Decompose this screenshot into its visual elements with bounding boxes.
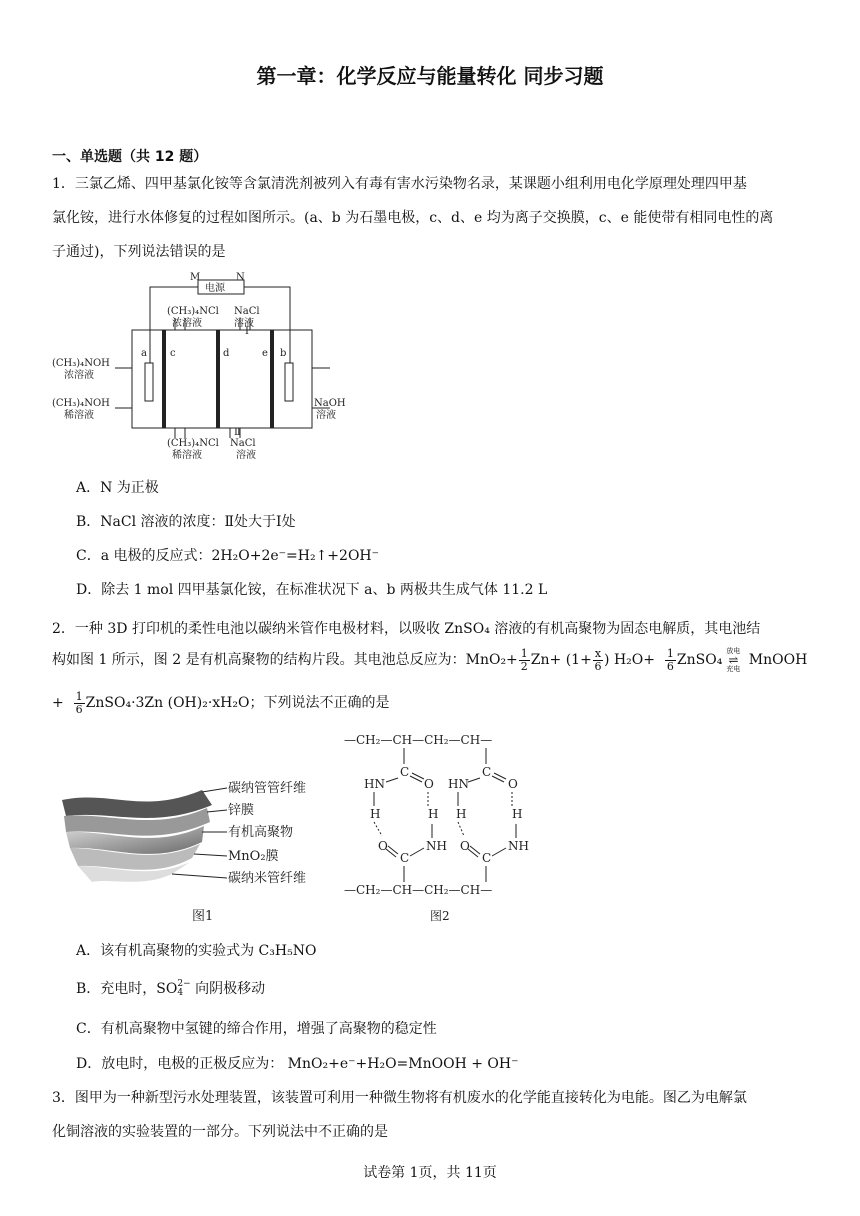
fig1-label-cnt-bottom: 碳纳米管纤维	[228, 871, 307, 886]
fig1-label-mno2: MnO₂膜	[228, 849, 279, 864]
q2-line2-text-d: ZnSO₄	[676, 652, 723, 668]
label-left-top-1: (CH₃)₄NOH	[52, 358, 110, 369]
q2-option-b-post: 向阴极移动	[190, 981, 266, 997]
fig2-caption: 图2	[430, 909, 450, 923]
q1-option-a[interactable]: A．N 为正极	[76, 480, 159, 496]
frac-sixth-2-num: 1	[75, 689, 83, 703]
equilibrium-arrow: 放电 ⇌ 充电	[726, 646, 741, 673]
label-left-bot-2: 稀溶液	[64, 410, 94, 421]
q2-option-b[interactable]	[76, 978, 265, 998]
label-top-right-1: NaCl	[234, 306, 260, 317]
svg-text:H: H	[512, 807, 523, 821]
q1-option-c[interactable]: C．a 电极的反应式：2H₂O+2e⁻=H₂↑+2OH⁻	[76, 548, 380, 564]
label-left-bot-1: (CH₃)₄NOH	[52, 398, 110, 409]
frac-sixth-2-den: 6	[75, 702, 83, 716]
label-bot-left-2: 稀溶液	[172, 450, 202, 461]
label-roman-2: Ⅱ	[234, 427, 241, 438]
label-M: M	[190, 272, 201, 283]
label-bot-right-1: NaCl	[230, 438, 256, 449]
sulfate-charge: 2− 4	[177, 979, 191, 998]
q1-stem	[52, 167, 812, 269]
q1-option-d[interactable]: D．除去 1 mol 四甲基氯化铵，在标准状况下 a、b 两极共生成气体 11.2 L	[76, 582, 548, 598]
label-e: e	[262, 348, 268, 359]
q3-line2: 化铜溶液的实验装置的一部分。下列说法中不正确的是	[52, 1124, 388, 1140]
label-top-right-2: 溶液	[234, 318, 254, 329]
svg-text:O: O	[424, 777, 434, 791]
svg-text:O: O	[378, 839, 388, 853]
q2-option-d[interactable]: D．放电时，电极的正极反应为： MnO₂+e⁻+H₂O=MnOOH + OH⁻	[76, 1056, 519, 1072]
frac-sixth-num: 1	[666, 646, 674, 660]
q1-line2: 氯化铵，进行水体修复的过程如图所示。(a、b 为石墨电极，c、d、e 均为离子交换膜，c、e 能使带有相同电性的离	[52, 210, 774, 226]
label-left-top-2: 浓溶液	[64, 370, 94, 381]
svg-text:HN: HN	[448, 777, 469, 791]
frac-x	[593, 648, 603, 673]
frac-sixth-den: 6	[666, 659, 674, 673]
page-footer: 试卷第 1页，共 11页	[363, 1165, 497, 1181]
label-right-2: 溶液	[316, 410, 336, 421]
section-heading: 一、单选题（共 12 题）	[52, 149, 208, 165]
q2-line2-text-e: MnOOH	[748, 652, 808, 668]
q2-line2-text-c: ) H₂O+	[604, 652, 655, 668]
q1-option-b[interactable]: B．NaCl 溶液的浓度：Ⅱ处大于Ⅰ处	[76, 514, 296, 530]
label-N: N	[236, 272, 245, 283]
frac-x-num: x	[594, 646, 602, 660]
q2-line1: 2．一种 3D 打印机的柔性电池以碳纳米管作电极材料，以吸收 ZnSO₄ 溶液的有机高聚物为固态电解质，其电池结	[52, 621, 761, 637]
frac-x-den: 6	[594, 659, 602, 673]
q1-line3: 子通过)，下列说法错误的是	[52, 244, 226, 260]
label-top-left-2: 浓溶液	[172, 318, 202, 329]
label-bot-right-2: 溶液	[236, 450, 256, 461]
frac-sixth	[665, 648, 676, 673]
svg-text:C: C	[400, 765, 410, 779]
label-top-left-1: (CH₃)₄NCl	[167, 306, 219, 317]
label-bot-left-1: (CH₃)₄NCl	[167, 438, 219, 449]
svg-text:NH: NH	[426, 839, 447, 853]
q2-figure1-battery-layers	[52, 770, 332, 930]
membrane-e	[270, 330, 274, 428]
label-discharge: 放电	[726, 646, 741, 655]
svg-text:C: C	[482, 851, 492, 865]
label-a: a	[141, 348, 147, 359]
membrane-c	[162, 330, 166, 428]
frac-half	[519, 648, 530, 673]
svg-text:H: H	[428, 807, 439, 821]
q2-line3	[52, 688, 812, 718]
q2-line3-text: ZnSO₄·3Zn (OH)₂·xH₂O；下列说法不正确的是	[85, 695, 390, 711]
q3-line1: 3．图甲为一种新型污水处理装置，该装置可利用一种微生物将有机废水的化学能直接转化为电能。图乙为电解氯	[52, 1090, 747, 1106]
membrane-d	[216, 330, 220, 428]
label-b: b	[280, 348, 287, 359]
q3-stem	[52, 1081, 812, 1149]
q2-line2-text-a: 构如图 1 所示，图 2 是有机高聚物的结构片段。其电池总反应为：MnO₂+	[52, 652, 518, 668]
svg-text:—CH₂—CH—CH₂—CH—: —CH₂—CH—CH₂—CH—	[344, 733, 493, 747]
svg-text:O: O	[460, 839, 470, 853]
svg-text:C: C	[400, 851, 410, 865]
fig1-caption: 图1	[192, 909, 214, 924]
page-title: 第一章：化学反应与能量转化 同步习题	[256, 64, 604, 88]
q1-line1: 1．三氯乙烯、四甲基氯化铵等含氯清洗剂被列入有毒有害水污染物名录，某课题小组利用电化学原理处理四甲基	[52, 176, 747, 192]
q2-line2	[52, 645, 812, 675]
q2-option-b-pre: B．充电时，SO	[76, 981, 178, 997]
svg-text:HN: HN	[364, 777, 385, 791]
q2-figure2-polymer-structure	[342, 728, 542, 928]
q2-line2-text-b: Zn+ (1+	[530, 652, 592, 668]
q1-electrolysis-diagram	[50, 268, 360, 468]
svg-text:O: O	[508, 777, 518, 791]
svg-text:NH: NH	[508, 839, 529, 853]
frac-half-num: 1	[520, 646, 528, 660]
frac-sixth-2	[74, 691, 85, 716]
label-roman-1: Ⅰ	[245, 326, 249, 337]
svg-text:—CH₂—CH—CH₂—CH—: —CH₂—CH—CH₂—CH—	[344, 883, 493, 897]
label-c: c	[170, 348, 176, 359]
label-d: d	[223, 348, 230, 359]
q2-option-a[interactable]: A．该有机高聚物的实验式为 C₃H₅NO	[76, 943, 317, 959]
svg-text:C: C	[482, 765, 492, 779]
q2-line3-plus: +	[52, 695, 64, 711]
svg-text:H: H	[370, 807, 381, 821]
fig1-label-zinc: 锌膜	[228, 803, 255, 818]
fig1-label-polymer: 有机高聚物	[228, 825, 294, 840]
label-power: 电源	[205, 283, 225, 294]
label-right-1: NaOH	[314, 398, 346, 409]
frac-half-den: 2	[520, 659, 528, 673]
label-charge: 充电	[726, 664, 741, 673]
fig1-label-cnt-top: 碳纳管管纤维	[228, 781, 307, 796]
q2-option-c[interactable]: C．有机高聚物中氢键的缔合作用，增强了高聚物的稳定性	[76, 1021, 437, 1037]
svg-text:H: H	[456, 807, 467, 821]
